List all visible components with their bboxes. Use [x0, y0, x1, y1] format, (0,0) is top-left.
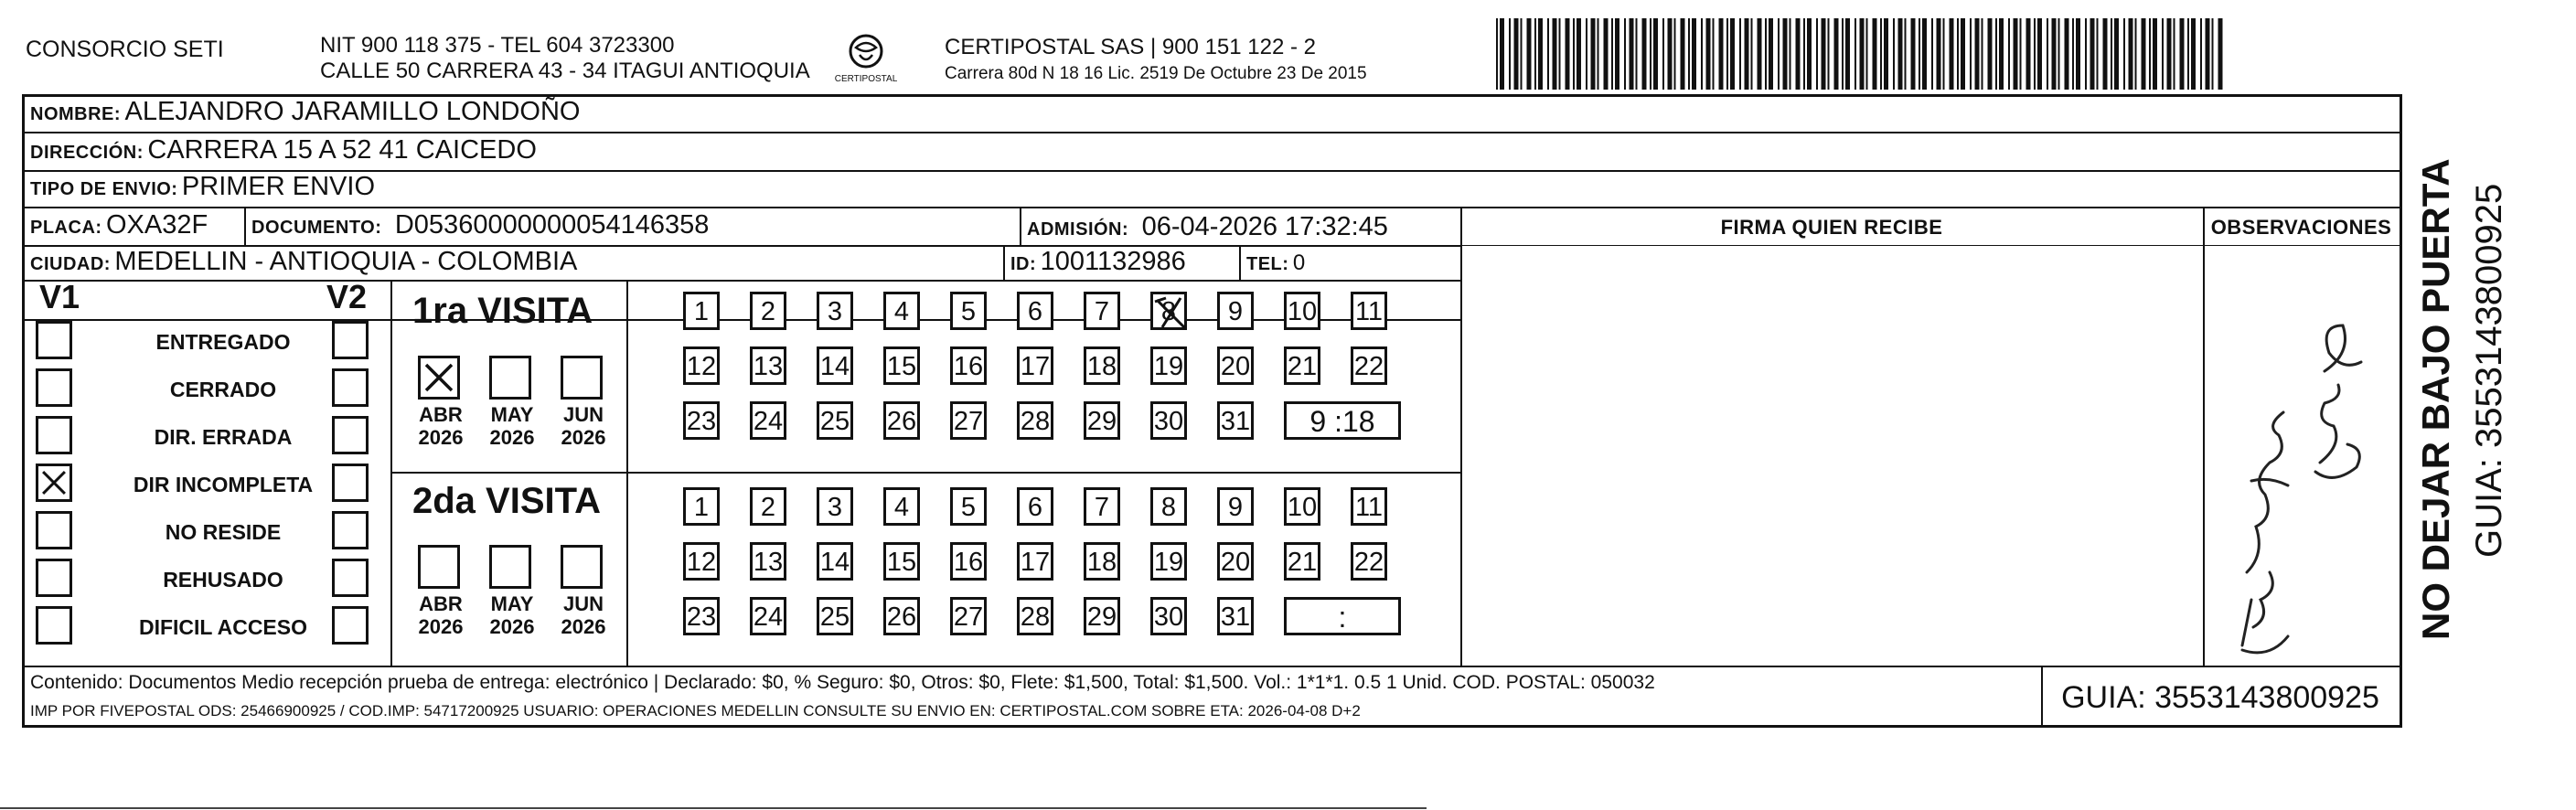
- month-checkbox[interactable]: [418, 356, 460, 400]
- id-value: 1001132986: [1040, 247, 1186, 276]
- handwritten-signature: [2215, 298, 2398, 655]
- month-label: [480, 592, 544, 638]
- footer-imp: IMP POR FIVEPOSTAL ODS: 25466900925 / COD.IMP: 54717200925 USUARIO: OPERACIONES MEDELLIN CONSULTE SU ENVIO EN: CERTIPOSTAL.COM SOBRE ETA: 2026-04-08 D+2: [30, 702, 1361, 719]
- status-label: DIR. ERRADA: [154, 425, 293, 449]
- placa-field: [30, 210, 208, 240]
- month-name: ABR: [419, 403, 463, 426]
- footer-guia: GUIA: 3553143800925: [2061, 680, 2379, 715]
- day-box[interactable]: 27: [950, 597, 987, 635]
- month-checkbox[interactable]: [561, 545, 603, 589]
- month-year: 2026: [489, 615, 535, 638]
- day-box[interactable]: 25: [817, 401, 853, 440]
- address-line: CALLE 50 CARRERA 43 - 34 ITAGUI ANTIOQUIA: [320, 59, 810, 83]
- delivery-form: [22, 94, 2402, 728]
- day-box[interactable]: 5: [950, 292, 987, 330]
- status-label: CERRADO: [169, 378, 277, 401]
- day-box[interactable]: 4: [883, 487, 920, 526]
- no-dejar-bajo-puerta: NO DEJAR BAJO PUERTA: [2414, 158, 2457, 640]
- day-box[interactable]: 8: [1150, 292, 1187, 330]
- day-box[interactable]: 20: [1217, 542, 1254, 581]
- visit-time-box[interactable]: 9 :18: [1284, 401, 1401, 440]
- day-box[interactable]: 19: [1150, 346, 1187, 385]
- day-box[interactable]: 4: [883, 292, 920, 330]
- v2-checkbox[interactable]: [332, 416, 369, 454]
- day-box[interactable]: 28: [1017, 401, 1053, 440]
- tel-field: [1246, 250, 1306, 276]
- month-label: [409, 592, 473, 638]
- footer-contenido: Contenido: Documentos Medio recepción prueba de entrega: electrónico | Declarado: $0, % Seguro: $0, Otros: $0, Flete: $1,500, Total: $1,500. Vol.: 1*1*1. 0.5 1 Unid. COD. POSTAL: 050032: [30, 672, 1655, 693]
- day-box[interactable]: 15: [883, 542, 920, 581]
- day-box[interactable]: 14: [817, 346, 853, 385]
- direccion-label: DIRECCIÓN:: [30, 143, 144, 163]
- day-box[interactable]: 13: [750, 542, 786, 581]
- status-label: DIFICIL ACCESO: [138, 615, 307, 639]
- v2-checkbox[interactable]: [332, 606, 369, 645]
- admision-value: 06-04-2026 17:32:45: [1141, 212, 1388, 241]
- status-label: DIR INCOMPLETA: [133, 473, 314, 496]
- tel-label: TEL:: [1246, 254, 1289, 274]
- day-box[interactable]: 11: [1351, 292, 1387, 330]
- day-box[interactable]: 13: [750, 346, 786, 385]
- status-label: REHUSADO: [163, 568, 283, 592]
- day-box[interactable]: 28: [1017, 597, 1053, 635]
- nombre-row: [30, 97, 580, 127]
- placa-label: PLACA:: [30, 218, 102, 238]
- day-box[interactable]: 19: [1150, 542, 1187, 581]
- day-box[interactable]: 3: [817, 292, 853, 330]
- day-box[interactable]: 17: [1017, 346, 1053, 385]
- barcode: [1496, 18, 2228, 90]
- day-box[interactable]: 31: [1217, 401, 1254, 440]
- month-checkbox[interactable]: [418, 545, 460, 589]
- month-name: JUN: [562, 592, 604, 615]
- second-visit-title: 2da VISITA: [412, 481, 601, 521]
- month-label: [409, 403, 473, 449]
- month-year: 2026: [561, 615, 606, 638]
- first-visit-title: 1ra VISITA: [412, 291, 593, 331]
- day-box[interactable]: 22: [1351, 346, 1387, 385]
- v2-header: V2: [326, 278, 368, 315]
- month-year: 2026: [561, 426, 606, 449]
- v2-checkbox[interactable]: [332, 321, 369, 359]
- documento-value: D05360000000054146358: [394, 210, 710, 240]
- day-box[interactable]: 10: [1284, 292, 1320, 330]
- day-box[interactable]: 23: [683, 401, 720, 440]
- day-box[interactable]: 16: [950, 542, 987, 581]
- day-box[interactable]: 20: [1217, 346, 1254, 385]
- day-box[interactable]: 22: [1351, 542, 1387, 581]
- day-box[interactable]: 7: [1084, 292, 1120, 330]
- v1-checkbox[interactable]: [36, 368, 72, 407]
- day-box[interactable]: 16: [950, 346, 987, 385]
- id-field: [1010, 247, 1186, 277]
- day-box[interactable]: 24: [750, 401, 786, 440]
- day-box[interactable]: 29: [1084, 597, 1120, 635]
- month-year: 2026: [418, 615, 464, 638]
- month-name: MAY: [490, 403, 534, 426]
- v1-checkbox[interactable]: [36, 464, 72, 502]
- side-guia: GUIA: 3553143800925: [2469, 183, 2509, 558]
- day-box[interactable]: 2: [750, 292, 786, 330]
- day-box[interactable]: 8: [1150, 487, 1187, 526]
- month-label: [551, 403, 615, 449]
- day-box[interactable]: 18: [1084, 346, 1120, 385]
- month-name: JUN: [562, 403, 604, 426]
- nombre-value: ALEJANDRO JARAMILLO LONDOÑO: [124, 97, 581, 126]
- month-checkbox[interactable]: [561, 356, 603, 400]
- month-label: [551, 592, 615, 638]
- day-box[interactable]: 31: [1217, 597, 1254, 635]
- direccion-row: [30, 135, 537, 165]
- month-year: 2026: [418, 426, 464, 449]
- v2-checkbox[interactable]: [332, 511, 369, 549]
- ciudad-field: [30, 247, 577, 277]
- tipo-value: PRIMER ENVIO: [181, 172, 376, 201]
- documento-label: DOCUMENTO:: [251, 218, 382, 238]
- day-box[interactable]: 10: [1284, 487, 1320, 526]
- ciudad-value: MEDELLIN - ANTIOQUIA - COLOMBIA: [114, 247, 578, 276]
- day-box[interactable]: 9: [1217, 487, 1254, 526]
- certipostal-line: CERTIPOSTAL SAS | 900 151 122 - 2: [945, 35, 1316, 59]
- documento-field: [251, 210, 709, 240]
- v2-checkbox[interactable]: [332, 464, 369, 502]
- month-year: 2026: [489, 426, 535, 449]
- direccion-value: CARRERA 15 A 52 41 CAICEDO: [147, 135, 537, 165]
- month-name: ABR: [419, 592, 463, 615]
- month-checkbox[interactable]: [489, 545, 531, 589]
- v1-checkbox[interactable]: [36, 606, 72, 645]
- day-box[interactable]: 2: [750, 487, 786, 526]
- day-box[interactable]: 9: [1217, 292, 1254, 330]
- placa-value: OXA32F: [106, 210, 208, 240]
- day-box[interactable]: 30: [1150, 401, 1187, 440]
- status-label: NO RESIDE: [165, 520, 282, 544]
- day-box[interactable]: 15: [883, 346, 920, 385]
- certipostal-logo: [834, 27, 898, 91]
- day-box[interactable]: 21: [1284, 346, 1320, 385]
- day-box[interactable]: 12: [683, 542, 720, 581]
- v1-checkbox[interactable]: [36, 416, 72, 454]
- tipo-row: [30, 172, 375, 202]
- ciudad-label: CIUDAD:: [30, 254, 111, 274]
- day-box[interactable]: 26: [883, 401, 920, 440]
- admision-label: ADMISIÓN:: [1027, 219, 1129, 240]
- day-box[interactable]: 29: [1084, 401, 1120, 440]
- v1-checkbox[interactable]: [36, 559, 72, 597]
- day-box[interactable]: 12: [683, 346, 720, 385]
- cut-line: [0, 807, 1427, 809]
- day-box[interactable]: 5: [950, 487, 987, 526]
- day-box[interactable]: 17: [1017, 542, 1053, 581]
- v1-checkbox[interactable]: [36, 511, 72, 549]
- status-label: ENTREGADO: [155, 330, 291, 354]
- firma-header: FIRMA QUIEN RECIBE: [1720, 216, 1943, 239]
- day-box[interactable]: 11: [1351, 487, 1387, 526]
- day-box[interactable]: 1: [683, 292, 720, 330]
- day-box[interactable]: 27: [950, 401, 987, 440]
- day-box[interactable]: 6: [1017, 487, 1053, 526]
- day-box[interactable]: 3: [817, 487, 853, 526]
- license-line: Carrera 80d N 18 16 Lic. 2519 De Octubre 23 De 2015: [945, 64, 1367, 83]
- logo-text: CERTIPOSTAL: [834, 74, 898, 84]
- tel-value: 0: [1292, 250, 1306, 275]
- id-label: ID:: [1010, 254, 1037, 274]
- admision-field: [1027, 212, 1388, 242]
- visit-time-box[interactable]: :: [1284, 597, 1401, 635]
- day-box[interactable]: 6: [1017, 292, 1053, 330]
- day-box[interactable]: 7: [1084, 487, 1120, 526]
- v1-header: V1: [39, 278, 80, 315]
- v1-checkbox[interactable]: [36, 321, 72, 359]
- v2-checkbox[interactable]: [332, 368, 369, 407]
- day-box[interactable]: 14: [817, 542, 853, 581]
- nit-line: NIT 900 118 375 - TEL 604 3723300: [320, 33, 675, 58]
- day-box[interactable]: 25: [817, 597, 853, 635]
- day-box[interactable]: 23: [683, 597, 720, 635]
- day-box[interactable]: 18: [1084, 542, 1120, 581]
- day-box[interactable]: 21: [1284, 542, 1320, 581]
- observaciones-header: OBSERVACIONES: [2210, 216, 2392, 239]
- day-box[interactable]: 1: [683, 487, 720, 526]
- company-name: CONSORCIO SETI: [26, 37, 224, 62]
- day-box[interactable]: 30: [1150, 597, 1187, 635]
- tipo-label: TIPO DE ENVIO:: [30, 179, 178, 199]
- month-label: [480, 403, 544, 449]
- nombre-label: NOMBRE:: [30, 104, 122, 124]
- month-checkbox[interactable]: [489, 356, 531, 400]
- v2-checkbox[interactable]: [332, 559, 369, 597]
- month-name: MAY: [490, 592, 534, 615]
- day-box[interactable]: 26: [883, 597, 920, 635]
- day-box[interactable]: 24: [750, 597, 786, 635]
